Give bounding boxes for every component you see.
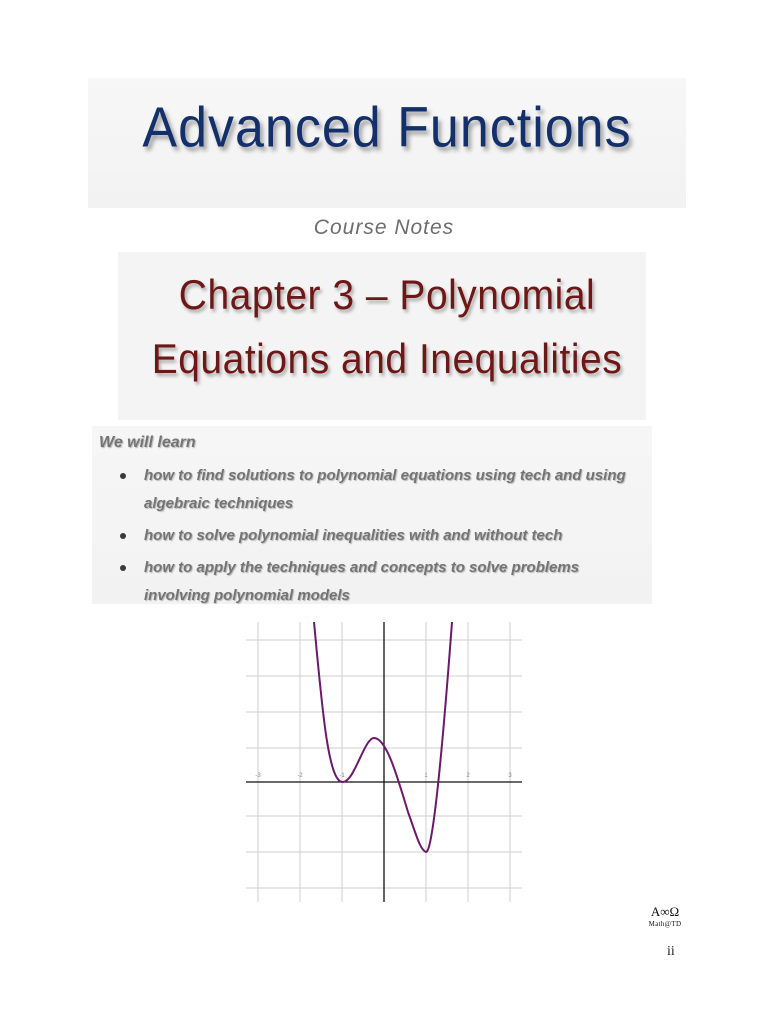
list-item-text: how to find solutions to polynomial equations using tech and using algebraic techniques xyxy=(144,467,626,512)
list-item xyxy=(120,522,645,550)
page-title: Advanced Functions xyxy=(142,96,632,160)
list-item xyxy=(120,462,645,518)
learn-list xyxy=(120,462,645,614)
bullet-icon xyxy=(120,533,126,539)
subtitle: Course Notes xyxy=(313,216,455,239)
x-tick-label: 1 xyxy=(424,773,428,779)
x-tick-label: 3 xyxy=(508,773,512,779)
page-number: ii xyxy=(667,944,675,959)
list-item-text: how to solve polynomial inequalities with and without tech xyxy=(144,527,563,544)
x-tick-label: -2 xyxy=(297,773,303,779)
x-tick-label: 2 xyxy=(466,773,470,779)
x-tick-label: -1 xyxy=(339,773,345,779)
publisher-logo xyxy=(630,904,700,928)
chapter-title-line-1: Chapter 3 – Polynomial xyxy=(178,272,596,319)
chapter-title-line-2: Equations and Inequalities xyxy=(151,336,623,383)
logo-symbols: A∞Ω xyxy=(650,904,680,919)
list-item xyxy=(120,554,645,610)
polynomial-graph xyxy=(246,622,522,902)
logo-text: Math@TD xyxy=(648,920,682,928)
bullet-icon xyxy=(120,565,126,571)
bullet-icon xyxy=(120,473,126,479)
x-tick-label: -3 xyxy=(255,773,261,779)
polynomial-curve xyxy=(314,622,452,852)
list-item-text: how to apply the techniques and concepts to solve problems involving polynomial models xyxy=(144,559,580,604)
learn-heading: We will learn xyxy=(99,434,196,451)
